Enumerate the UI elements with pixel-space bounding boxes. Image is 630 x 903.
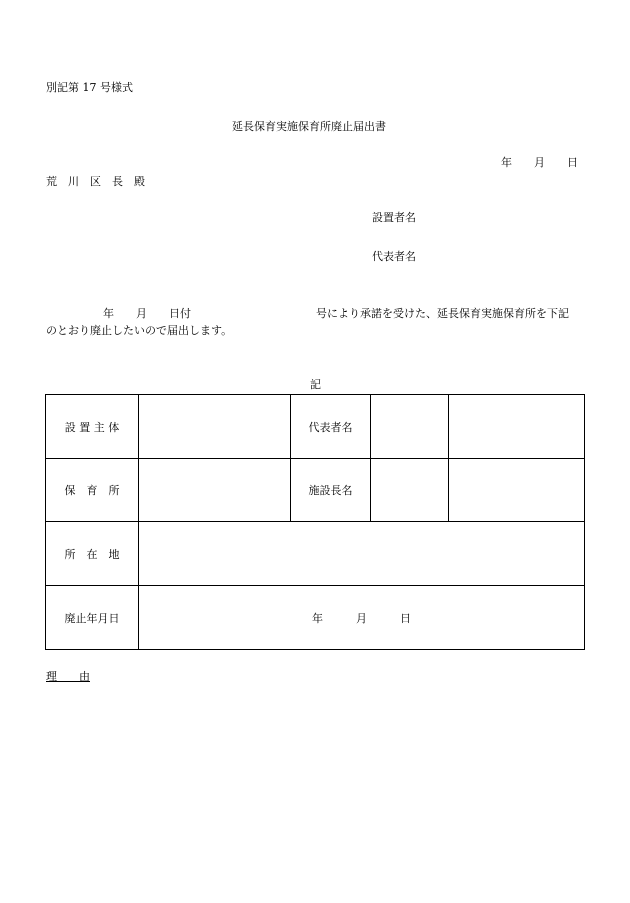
addressee: 荒 川 区 長 殿 (46, 175, 145, 188)
ki-heading: 記 (310, 378, 321, 391)
approval-text-tail: 号により承諾を受けた、延長保育実施保育所を下記 (316, 307, 569, 320)
table-row (46, 522, 585, 586)
founder-value (139, 395, 291, 459)
table-row (46, 395, 585, 459)
abolition-date-value: 年 月 日 (139, 586, 585, 650)
director-value (371, 459, 449, 522)
reason-label: 理 由 (46, 670, 90, 683)
director-seal (449, 459, 585, 522)
approval-date: 年 月 日付 (103, 307, 191, 320)
nursery-value (139, 459, 291, 522)
abolition-date-label: 廃止年月日 (46, 586, 139, 650)
representative-label: 代表者名 (291, 395, 371, 459)
approval-text-line2: のとおり廃止したいので届出します。 (46, 324, 233, 337)
location-label: 所 在 地 (46, 522, 139, 586)
applicant-name-label: 設置者名 (372, 211, 416, 224)
document-title: 延長保育実施保育所廃止届出書 (232, 120, 386, 133)
nursery-label: 保 育 所 (46, 459, 139, 522)
representative-name-label: 代表者名 (372, 250, 416, 263)
director-label: 施設長名 (291, 459, 371, 522)
location-value (139, 522, 585, 586)
date-line: 年 月 日 (501, 156, 578, 169)
form-number: 別記第 17 号様式 (46, 81, 133, 94)
notification-table (45, 394, 585, 650)
table-row (46, 459, 585, 522)
table-row (46, 586, 585, 650)
founder-label: 設 置 主 体 (46, 395, 139, 459)
representative-seal (449, 395, 585, 459)
representative-value (371, 395, 449, 459)
